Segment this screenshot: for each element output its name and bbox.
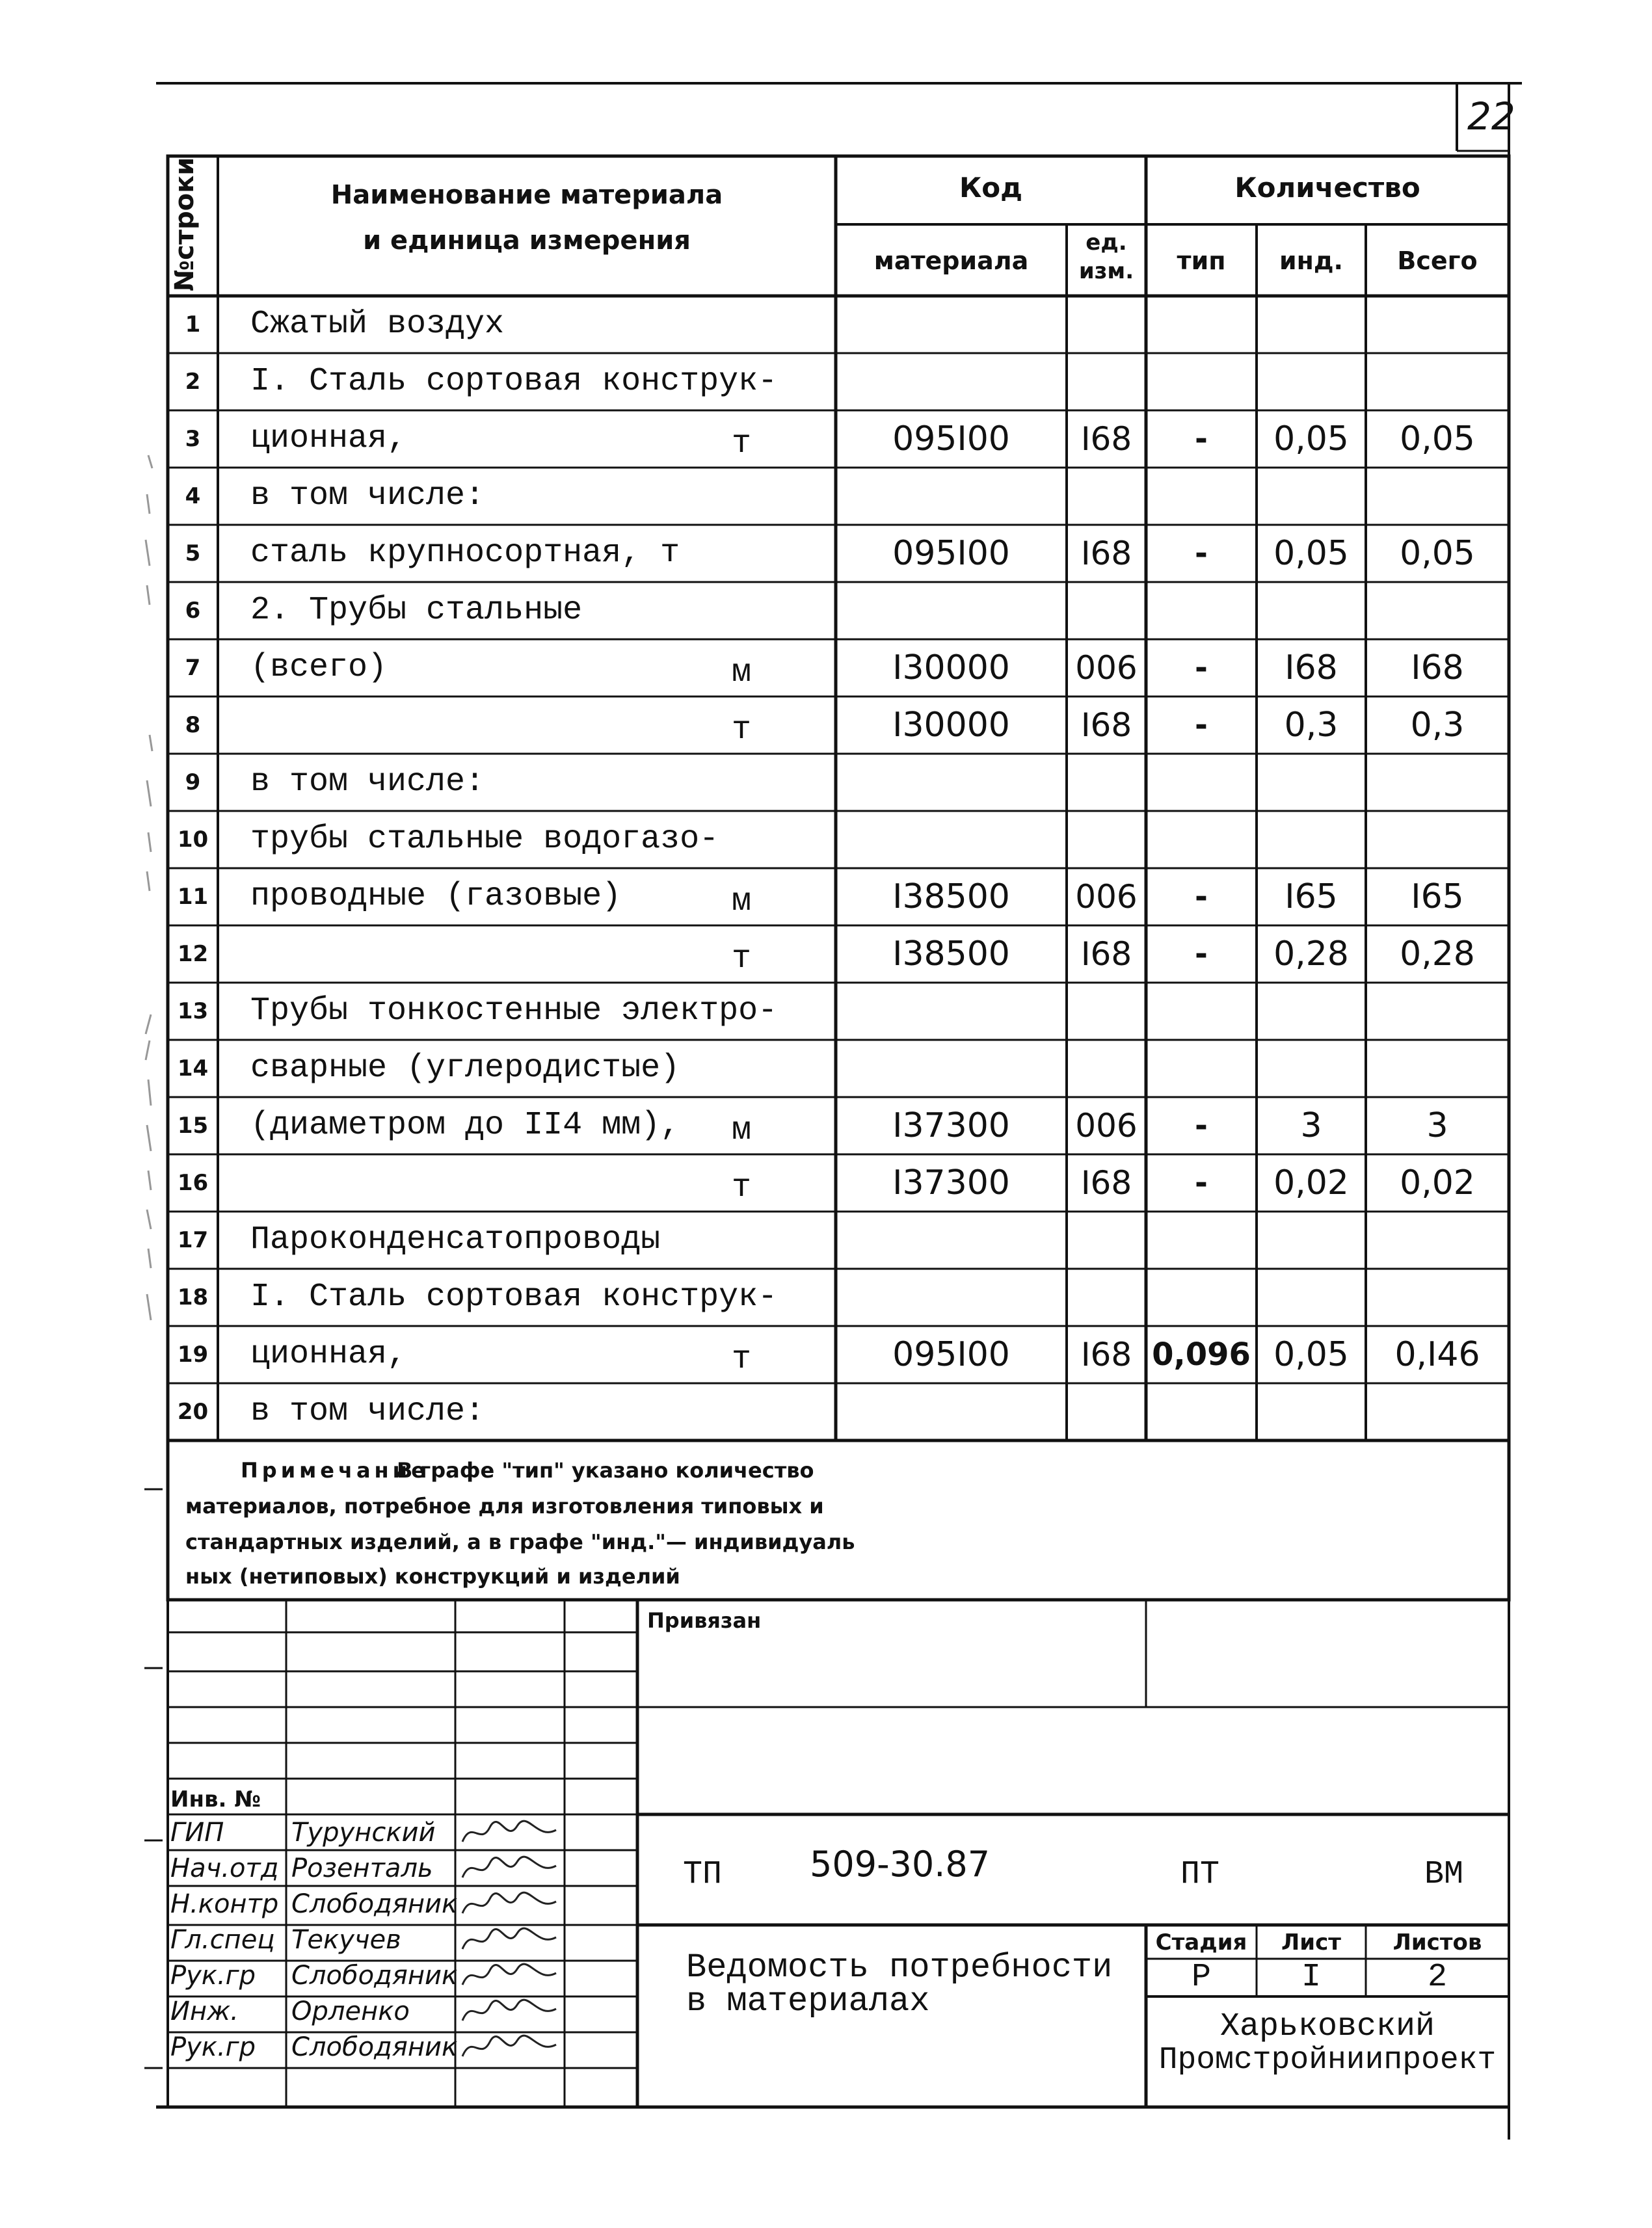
header-material: материала: [873, 246, 1029, 275]
signer-name: Слободяник: [291, 2032, 458, 2062]
cell-n: 5: [185, 540, 201, 566]
cell-ind: 3: [1300, 1106, 1322, 1145]
cell-ucode: 006: [1075, 878, 1138, 916]
cell-total: 3: [1426, 1106, 1448, 1145]
cell-n: 12: [177, 941, 209, 967]
cell-name: проводные (газовые): [250, 878, 622, 915]
signer-role: Инж.: [170, 1996, 239, 2026]
cell-name: в том числе:: [250, 477, 485, 514]
cell-ucode: I68: [1080, 1336, 1132, 1373]
header-total: Всего: [1397, 246, 1478, 275]
cell-ind: I65: [1285, 877, 1338, 916]
cell-total: 0,I46: [1394, 1335, 1480, 1374]
signer-name: Текучев: [291, 1925, 401, 1955]
cell-unit: м: [731, 1112, 751, 1149]
note-line3: стандартных изделий, а в графе "инд."— индивидуаль: [185, 1530, 855, 1554]
stamp-sheet: I: [1301, 1959, 1321, 1996]
cell-name: I. Сталь сортовая конструк-: [250, 363, 778, 400]
cell-n: 19: [177, 1342, 209, 1368]
stamp-sheets: 2: [1427, 1959, 1447, 1996]
cell-ucode: 006: [1075, 649, 1138, 687]
cell-tip: -: [1195, 535, 1208, 572]
cell-name: I. Сталь сортовая конструк-: [250, 1279, 778, 1316]
cell-tip: -: [1195, 650, 1208, 686]
cell-ucode: I68: [1080, 1164, 1132, 1202]
header-row-number: №строки: [170, 157, 200, 291]
cell-total: 0,3: [1410, 706, 1465, 745]
signature-scribble: [459, 1960, 563, 1993]
stamp-title-line1: Ведомость потребности: [686, 1948, 1113, 1987]
signature-scribble: [459, 1924, 563, 1957]
stamp-stage: Р: [1191, 1959, 1211, 1996]
cell-code: I37300: [892, 1163, 1010, 1202]
signature-scribble: [459, 1853, 563, 1885]
signature-scribble: [459, 1996, 563, 2028]
cell-unit: м: [731, 883, 751, 920]
cell-n: 18: [177, 1284, 209, 1310]
cell-total: 0,05: [1400, 419, 1475, 458]
signer-role: Гл.спец: [170, 1925, 275, 1955]
cell-unit: т: [731, 1169, 751, 1206]
cell-n: 8: [185, 712, 201, 738]
cell-ucode: I68: [1080, 706, 1132, 744]
cell-n: 6: [185, 598, 201, 624]
header-tip: тип: [1177, 246, 1226, 275]
cell-ind: 0,05: [1273, 534, 1349, 573]
header-ind: инд.: [1279, 246, 1343, 275]
cell-total: I65: [1411, 877, 1464, 916]
cell-ucode: I68: [1080, 935, 1132, 973]
cell-name: трубы стальные водогазо-: [250, 821, 719, 858]
cell-code: 095I00: [892, 534, 1010, 573]
signer-name: Турунский: [291, 1818, 436, 1848]
cell-tip: -: [1195, 707, 1208, 743]
header-unit-line1: ед.: [1086, 230, 1127, 256]
cell-n: 3: [185, 426, 201, 452]
stamp-inv-number: Инв. №: [170, 1786, 261, 1812]
cell-n: 10: [177, 827, 209, 853]
cell-ind: 0,3: [1284, 706, 1339, 745]
cell-n: 16: [177, 1170, 209, 1196]
cell-ucode: I68: [1080, 420, 1132, 458]
cell-n: 13: [177, 998, 209, 1024]
cell-unit: т: [731, 940, 751, 977]
cell-name: в том числе:: [250, 1393, 485, 1430]
cell-n: 11: [177, 884, 209, 910]
cell-code: 095I00: [892, 1335, 1010, 1374]
cell-ind: I68: [1285, 648, 1338, 687]
cell-n: 1: [185, 312, 201, 338]
cell-name: Сжатый воздух: [250, 306, 505, 343]
cell-tip: -: [1195, 936, 1208, 972]
signer-role: Н.контр: [170, 1889, 279, 1919]
note-line1: В графе "тип" указано количество: [397, 1458, 814, 1483]
stamp-sheets-label: Листов: [1392, 1930, 1482, 1956]
cell-n: 2: [185, 369, 201, 395]
cell-name: (всего): [250, 649, 388, 686]
stamp-stage-label: Стадия: [1155, 1930, 1247, 1956]
cell-ind: 0,28: [1273, 935, 1349, 974]
signer-name: Слободяник: [291, 1889, 458, 1919]
cell-total: 0,05: [1400, 534, 1475, 573]
cell-name: Пароконденсатопроводы: [250, 1221, 661, 1258]
cell-name: в том числе:: [250, 763, 485, 801]
cell-total: I68: [1411, 648, 1464, 687]
signature-scribble: [459, 1889, 563, 1921]
cell-name: (диаметром до II4 мм),: [250, 1107, 680, 1144]
cell-code: I30000: [892, 648, 1010, 687]
cell-ucode: 006: [1075, 1107, 1138, 1145]
signer-role: ГИП: [170, 1818, 224, 1848]
stamp-doc-code: 509-30.87: [810, 1844, 991, 1885]
stamp-title-line2: в материалах: [686, 1982, 930, 2021]
cell-n: 20: [177, 1399, 209, 1425]
cell-n: 4: [185, 483, 201, 509]
cell-unit: м: [731, 654, 751, 691]
note-title: Примечание: [241, 1458, 429, 1483]
cell-n: 17: [177, 1227, 209, 1253]
cell-n: 9: [185, 769, 201, 795]
cell-total: 0,28: [1400, 935, 1475, 974]
note-line2: материалов, потребное для изготовления типовых и: [185, 1494, 824, 1518]
stamp-pt: ПТ: [1180, 1856, 1220, 1893]
signer-role: Рук.гр: [170, 2032, 256, 2062]
cell-tip: -: [1195, 1107, 1208, 1144]
cell-code: 095I00: [892, 419, 1010, 458]
cell-code: I38500: [892, 935, 1010, 974]
cell-tip: -: [1195, 421, 1208, 457]
stamp-org-line1: Харьковский: [1219, 2008, 1435, 2045]
cell-name: Трубы тонкостенные электро-: [250, 992, 778, 1029]
cell-code: I38500: [892, 877, 1010, 916]
sheet-number-corner: 22: [1467, 94, 1515, 139]
cell-ind: 0,02: [1273, 1163, 1349, 1202]
stamp-vm: ВМ: [1424, 1856, 1464, 1893]
header-name-line1: Наименование материала: [330, 180, 723, 210]
cell-ind: 0,05: [1273, 1335, 1349, 1374]
header-name-line2: и единица измерения: [363, 226, 691, 256]
cell-name: ционная,: [250, 420, 407, 457]
signer-role: Рук.гр: [170, 1961, 256, 1991]
cell-name: 2. Трубы стальные: [250, 592, 583, 629]
cell-n: 15: [177, 1113, 209, 1139]
header-code: Код: [959, 172, 1023, 204]
stamp-tp: ТП: [683, 1856, 723, 1893]
signature-scribble: [459, 1817, 563, 1850]
stamp-org-line2: Промстройниипроект: [1158, 2043, 1497, 2078]
stamp-attached-label: Привязан: [647, 1608, 762, 1633]
signature-scribble: [459, 2032, 563, 2064]
cell-ind: 0,05: [1273, 419, 1349, 458]
signer-name: Слободяник: [291, 1961, 458, 1991]
cell-name: сталь крупносортная, т: [250, 535, 680, 572]
cell-name: ционная,: [250, 1336, 407, 1373]
note-line4: ных (нетиповых) конструкций и изделий: [185, 1564, 680, 1589]
signer-name: Орленко: [291, 1996, 410, 2026]
cell-unit: т: [731, 425, 751, 462]
cell-ucode: I68: [1080, 535, 1132, 572]
cell-tip: 0,096: [1152, 1336, 1251, 1373]
signer-role: Нач.отд: [170, 1853, 279, 1883]
cell-n: 14: [177, 1055, 209, 1081]
stamp-sheet-label: Лист: [1281, 1930, 1341, 1956]
cell-tip: -: [1195, 1165, 1208, 1201]
cell-n: 7: [185, 655, 201, 681]
cell-unit: т: [731, 1341, 751, 1378]
cell-tip: -: [1195, 879, 1208, 915]
cell-name: сварные (углеродистые): [250, 1050, 680, 1087]
cell-total: 0,02: [1400, 1163, 1475, 1202]
cell-code: I30000: [892, 706, 1010, 745]
cell-code: I37300: [892, 1106, 1010, 1145]
header-unit-line2: изм.: [1078, 258, 1134, 284]
header-quantity: Количество: [1234, 172, 1420, 204]
signer-name: Розенталь: [291, 1853, 433, 1883]
cell-unit: т: [731, 711, 751, 749]
